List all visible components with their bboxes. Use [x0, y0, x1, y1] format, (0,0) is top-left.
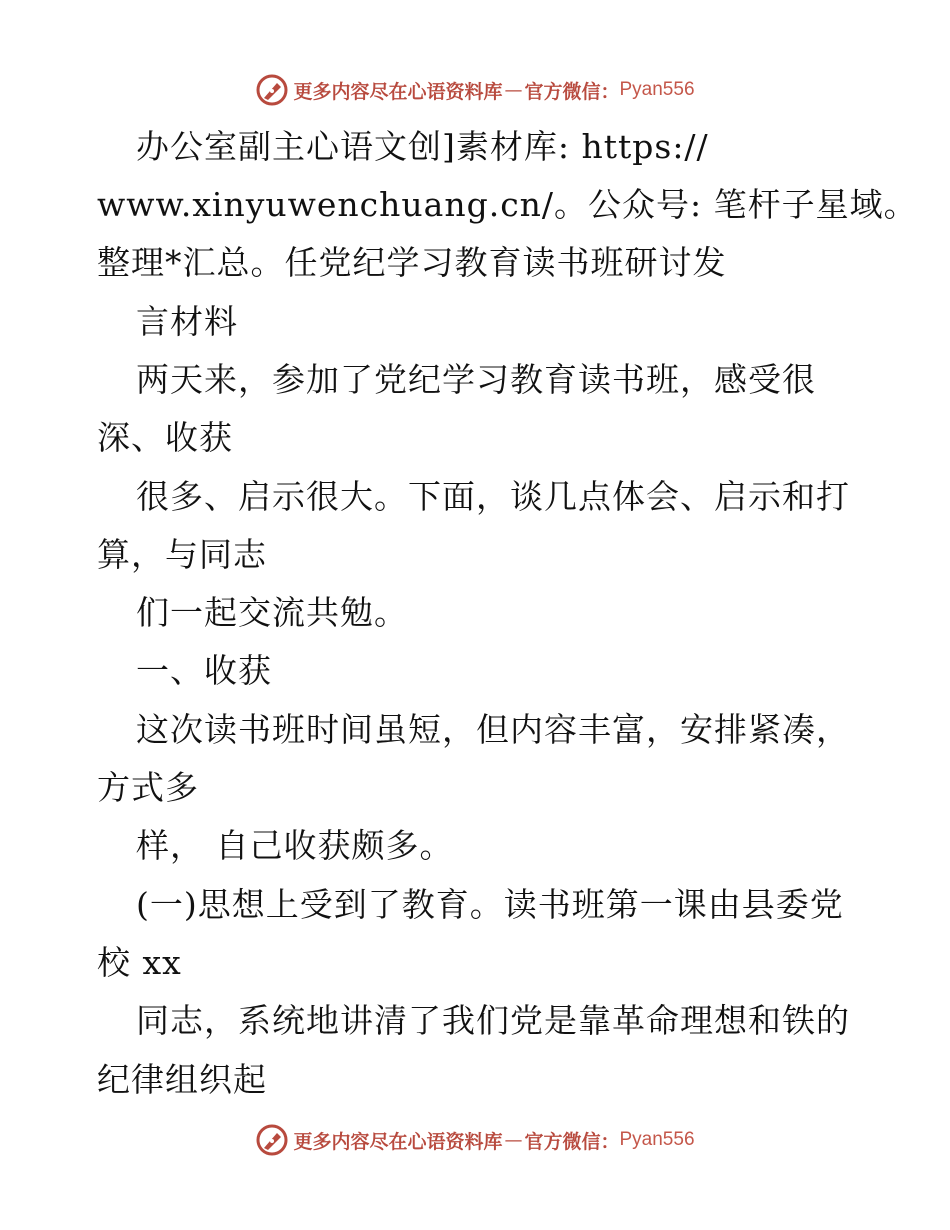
body-line: 们一起交流共勉。	[136, 593, 408, 632]
pen-nib-logo-icon	[255, 73, 289, 107]
body-line: 纪律组织起	[97, 1060, 267, 1099]
subsection-heading: (一)思想上受到了教育。读书班第一课由县委党	[136, 885, 844, 924]
body-line: 算，与同志	[97, 535, 267, 574]
body-line: 两天来，参加了党纪学习教育读书班，感受很	[136, 360, 816, 399]
body-line: 方式多	[97, 768, 199, 807]
body-line: 深、收获	[97, 418, 233, 457]
banner-wechat-label: 官方微信：	[524, 80, 620, 103]
footer-banner	[0, 1120, 950, 1160]
body-line: 同志，系统地讲清了我们党是靠革命理想和铁的	[136, 1001, 850, 1040]
body-line: 校 xx	[97, 943, 182, 982]
banner-text: 更多内容尽在心语资料库	[293, 80, 503, 103]
pen-nib-logo-icon	[255, 1123, 289, 1157]
banner-wechat-label: 官方微信：	[524, 1130, 620, 1153]
section-heading: 一、收获	[136, 651, 272, 690]
body-line: 办公室副主心语文创]素材库: https://	[136, 127, 709, 166]
body-line: 很多、启示很大。下面，谈几点体会、启示和打	[136, 477, 850, 516]
body-line: 整理*汇总。任党纪学习教育读书班研讨发	[97, 243, 727, 282]
body-line: 这次读书班时间虽短，但内容丰富，安排紧凑，	[136, 710, 850, 749]
body-line: 言材料	[136, 302, 238, 341]
banner-separator: —	[504, 79, 523, 101]
body-line: www.xinyuwenchuang.cn/。公众号: 笔杆子星域。	[97, 185, 918, 224]
body-line: 样， 自己收获颇多。	[136, 826, 454, 865]
banner-wechat-id: Pyan556	[619, 1129, 695, 1150]
banner-wechat-id: Pyan556	[619, 79, 695, 100]
banner-text: 更多内容尽在心语资料库	[293, 1130, 503, 1153]
banner-separator: —	[504, 1129, 523, 1151]
header-banner	[0, 70, 950, 110]
